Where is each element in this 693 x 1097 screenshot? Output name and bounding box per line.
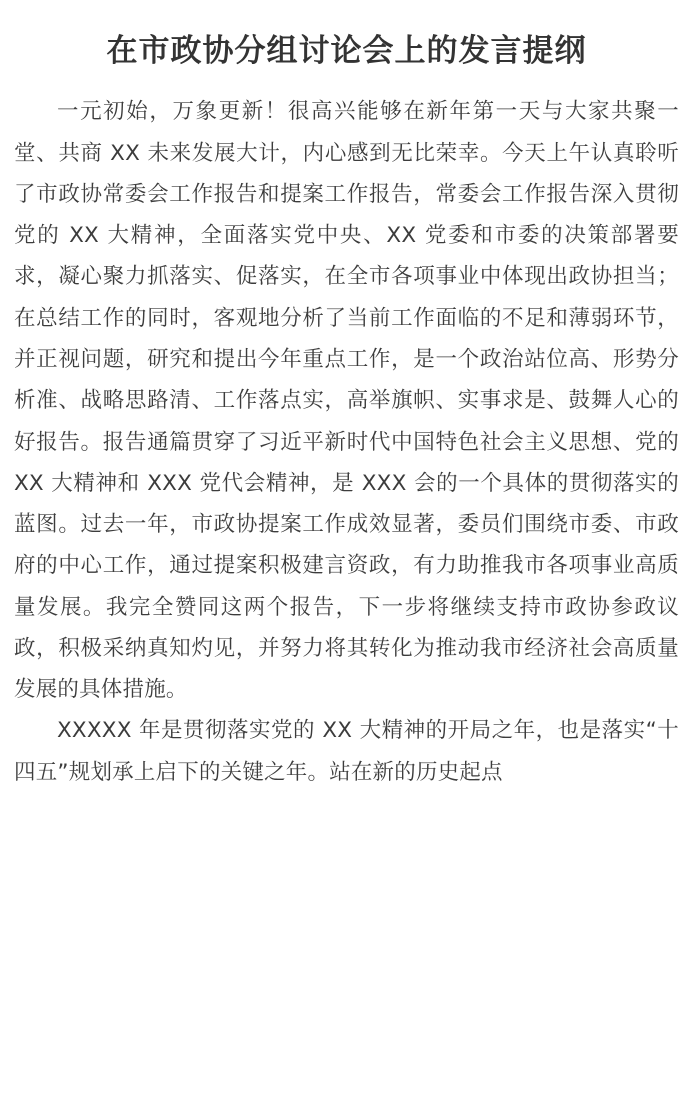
document-title: 在市政协分组讨论会上的发言提纲 [106, 33, 587, 69]
paragraph: 一元初始，万象更新！很高兴能够在新年第一天与大家共聚一堂、共商 XX 未来发展大计，内心感到无比荣幸。今天上午认真聆听了市政协常委会工作报告和提案工作报告，常委会工作报告深入贯彻党的 XX 大精神，全面落实党中央、XX 党委和市委的决策部署要求，凝心聚力抓落实、促落实，在全市各项事业中体现出政协担当；在总结工作的同时，客观地分析了当前工作面临的不足和薄弱环节，并正视问题，研究和提出今年重点工作，是一个政治站位高、形势分析准、战略思路清、工作落点实，高举旗帜、实事求是、鼓舞人心的好报告。报告通篇贯穿了习近平新时代中国特色社会主义思想、党的 XX 大精神和 XXX 党代会精神，是 XXX 会的一个具体的贯彻落实的蓝图。过去一年，市政协提案工作成效显著，委员们围绕市委、市政府的中心工作，通过提案积极建言资政，有力助推我市各项事业高质量发展。我完全赞同这两个报告，下一步将继续支持市政协参政议政，积极采纳真知灼见，并努力将其转化为推动我市经济社会高质量发展的具体措施。 [14, 99, 679, 703]
paragraph: XXXXX 年是贯彻落实党的 XX 大精神的开局之年，也是落实“十四五”规划承上启下的关键之年。站在新的历史起点 [14, 718, 679, 785]
document-body [14, 91, 679, 793]
